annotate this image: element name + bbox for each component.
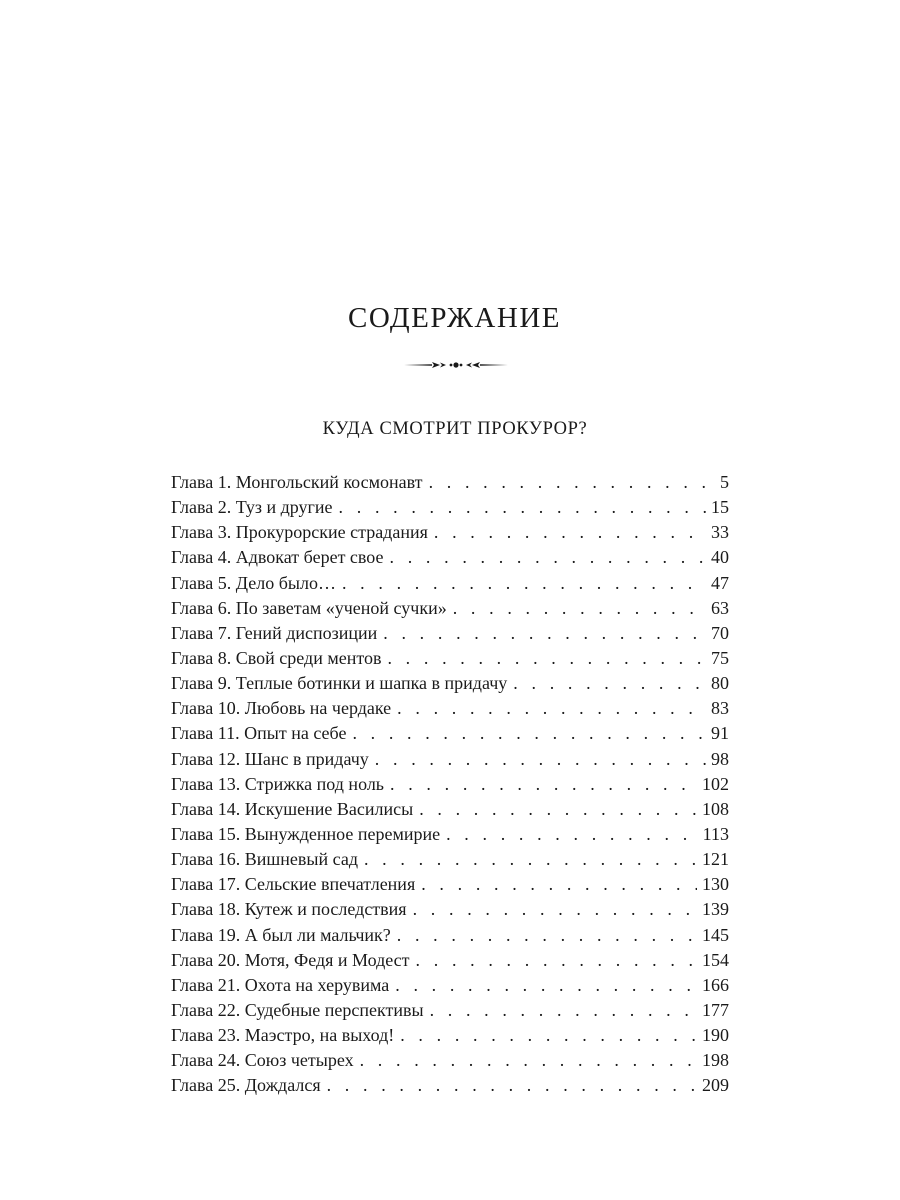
chapter-title: Глава 14. Искушение Василисы [171,798,414,819]
page-number: 166 [702,974,729,995]
dot-leader [429,470,715,495]
chapter-title: Глава 11. Опыт на себе [171,723,347,744]
dot-leader [390,772,697,797]
toc-entry[interactable] [171,721,729,746]
page-number: 198 [702,1050,729,1071]
toc-entry[interactable] [171,822,729,847]
page-number: 121 [702,849,729,870]
chapter-title: Глава 17. Сельские впечатления [171,874,416,895]
chapter-title: Глава 4. Адвокат берет свое [171,547,384,568]
dot-leader [383,621,706,646]
dot-leader [400,1023,697,1048]
dot-leader [375,747,706,772]
dot-leader [360,1048,697,1073]
chapter-title: Глава 21. Охота на херувима [171,974,390,995]
dot-leader [327,1073,697,1098]
chapter-title: Глава 20. Мотя, Федя и Модест [171,949,410,970]
toc-entry[interactable] [171,897,729,922]
page-number: 40 [711,547,729,568]
page-number: 15 [711,497,729,518]
toc-entry[interactable] [171,545,729,570]
dot-leader [446,822,698,847]
page-number: 83 [711,698,729,719]
toc-entry[interactable] [171,1073,729,1098]
page-number: 33 [711,522,729,543]
dot-leader [416,948,697,973]
page-number: 47 [711,572,729,593]
page-number: 108 [702,798,729,819]
chapter-title: Глава 13. Стрижка под ноль [171,773,385,794]
toc-entry[interactable] [171,948,729,973]
toc-entry[interactable] [171,596,729,621]
chapter-title: Глава 19. А был ли мальчик? [171,924,391,945]
chapter-title: Глава 10. Любовь на чердаке [171,698,392,719]
decorative-divider-icon [402,357,510,373]
page-number: 75 [711,647,729,668]
chapter-title: Глава 1. Монгольский космонавт [171,472,423,492]
dot-leader [342,571,706,596]
toc-entry[interactable] [171,671,729,696]
chapter-title: Глава 3. Прокурорские страдания [171,522,428,543]
chapter-title: Глава 15. Вынужденное перемирие [171,823,441,844]
dot-leader [513,671,706,696]
dot-leader [434,520,706,545]
dot-leader [453,596,706,621]
dot-leader [390,545,706,570]
dot-leader [421,872,697,897]
toc-entry[interactable] [171,470,729,495]
page-number: 5 [720,472,729,492]
toc-entry[interactable] [171,646,729,671]
page-number: 154 [702,949,729,970]
toc-entry[interactable] [171,872,729,897]
dot-leader [419,797,697,822]
page-number: 190 [702,1025,729,1046]
chapter-title: Глава 9. Теплые ботинки и шапка в придачу [171,673,508,694]
chapter-title: Глава 5. Дело было… [171,572,336,593]
chapter-title: Глава 2. Туз и другие [171,497,333,518]
chapter-title: Глава 6. По заветам «ученой сучки» [171,597,447,618]
chapter-title: Глава 24. Союз четырех [171,1050,354,1071]
table-of-contents [171,470,729,1099]
chapter-title: Глава 16. Вишневый сад [171,849,358,870]
page-number: 70 [711,622,729,643]
toc-entry[interactable] [171,495,729,520]
dot-leader [430,998,697,1023]
page-title: СОДЕРЖАНИЕ [348,302,561,334]
page-number: 63 [711,597,729,618]
part-title: КУДА СМОТРИТ ПРОКУРОР? [322,419,588,439]
chapter-title: Глава 25. Дождался [171,1075,321,1096]
dot-leader [397,696,706,721]
page-number: 98 [711,748,729,769]
page-number: 91 [711,723,729,744]
chapter-title: Глава 23. Маэстро, на выход! [171,1025,395,1046]
dot-leader [352,721,706,746]
dot-leader [413,897,697,922]
toc-entry[interactable] [171,1048,729,1073]
toc-entry[interactable] [171,1023,729,1048]
toc-entry[interactable] [171,973,729,998]
toc-entry[interactable] [171,621,729,646]
chapter-title: Глава 12. Шанс в придачу [171,748,369,769]
toc-entry[interactable] [171,696,729,721]
page-number: 130 [702,874,729,895]
chapter-title: Глава 22. Судебные перспективы [171,999,424,1020]
dot-leader [364,847,697,872]
chapter-title: Глава 18. Кутеж и последствия [171,899,407,920]
dot-leader [339,495,706,520]
page-number: 145 [702,924,729,945]
page-number: 209 [702,1075,729,1096]
toc-entry[interactable] [171,772,729,797]
toc-entry[interactable] [171,571,729,596]
chapter-title: Глава 8. Свой среди ментов [171,647,382,668]
dot-leader [387,646,706,671]
page-number: 177 [702,999,729,1020]
toc-entry[interactable] [171,998,729,1023]
toc-entry[interactable] [171,797,729,822]
toc-entry[interactable] [171,747,729,772]
toc-entry[interactable] [171,520,729,545]
page-number: 113 [702,823,729,844]
dot-leader [395,973,697,998]
chapter-title: Глава 7. Гений диспозиции [171,622,378,643]
page-number: 80 [711,673,729,694]
toc-entry[interactable] [171,847,729,872]
page-number: 102 [702,773,729,794]
page-number: 139 [702,899,729,920]
dot-leader [397,923,697,948]
toc-entry[interactable] [171,923,729,948]
